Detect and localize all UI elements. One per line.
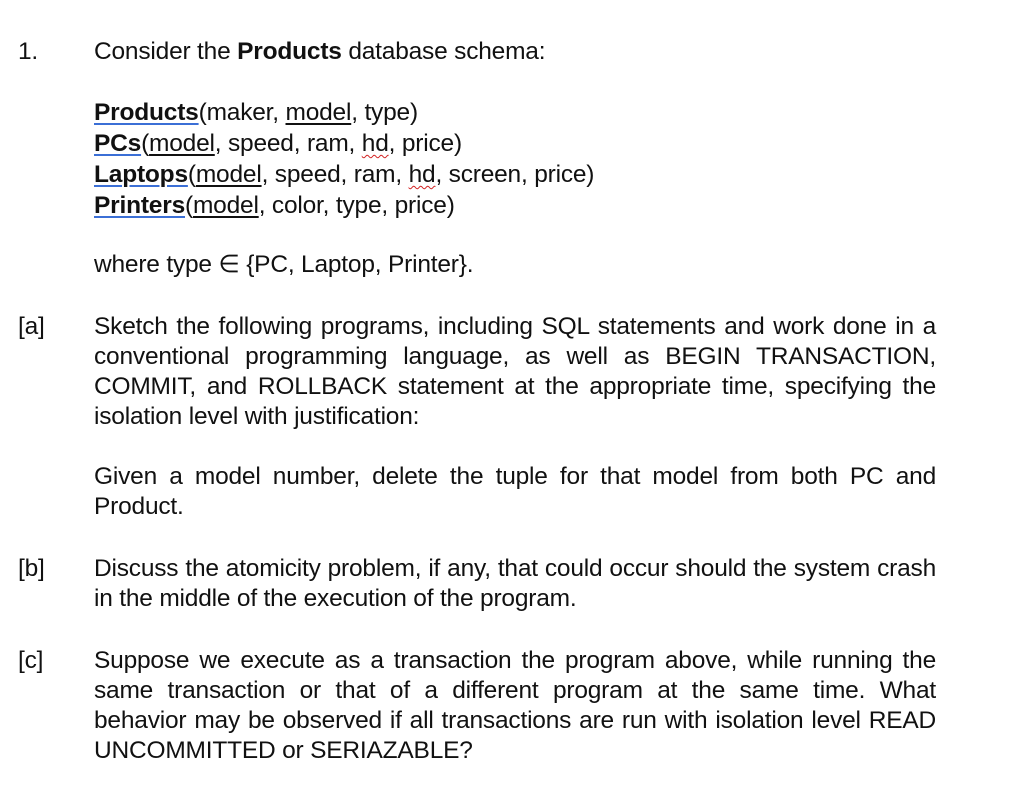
key-attribute: model bbox=[195, 161, 262, 188]
part-c-label: [c] bbox=[18, 647, 44, 674]
key-attribute: model bbox=[285, 99, 352, 126]
question-number: 1. bbox=[18, 38, 39, 65]
intro-prefix: Consider the bbox=[94, 38, 238, 65]
schema-block bbox=[94, 97, 936, 221]
part-b-text: Discuss the atomicity problem, if any, that could occur should the system crash in the middle of the execution of the program. bbox=[94, 555, 936, 612]
key-attribute: model bbox=[149, 130, 215, 157]
schema-products: Products(maker, model, type) bbox=[94, 99, 418, 126]
relation-name: Printers bbox=[94, 192, 185, 219]
key-attribute: model bbox=[192, 192, 259, 219]
intro-suffix: database schema: bbox=[341, 38, 546, 65]
part-c-text: Suppose we execute as a transaction the program above, while running the same transaction or that of a different program at the same time. What behavior may be observed if all transactions are run with isolation level READ UNCOMMITTED or SERIAZABLE? bbox=[94, 647, 936, 764]
spellcheck-word: hd bbox=[408, 161, 436, 188]
question-intro bbox=[94, 37, 936, 67]
relation-name: Laptops bbox=[94, 161, 188, 188]
part-b-label: [b] bbox=[18, 555, 45, 582]
spellcheck-word: hd bbox=[361, 130, 389, 157]
where-clause: where type ∈ {PC, Laptop, Printer}. bbox=[94, 251, 474, 278]
schema-pcs: PCs(model, speed, ram, hd, price) bbox=[94, 130, 462, 157]
schema-printers: Printers(model, color, type, price) bbox=[94, 192, 455, 219]
part-a-text: Sketch the following programs, including SQL statements and work done in a conventional programming language, as well as BEGIN TRANSACTION, COMMIT, and ROLLBACK statement at the appropriate time, specifying the isolation level with justification: bbox=[94, 313, 936, 430]
schema-laptops: Laptops(model, speed, ram, hd, screen, price) bbox=[94, 161, 595, 188]
relation-name: PCs bbox=[94, 130, 142, 157]
part-a-label: [a] bbox=[18, 313, 45, 340]
intro-bold-term: Products bbox=[237, 38, 342, 65]
part-a-task: Given a model number, delete the tuple for that model from both PC and Product. bbox=[94, 463, 936, 520]
relation-name: Products bbox=[94, 99, 199, 126]
